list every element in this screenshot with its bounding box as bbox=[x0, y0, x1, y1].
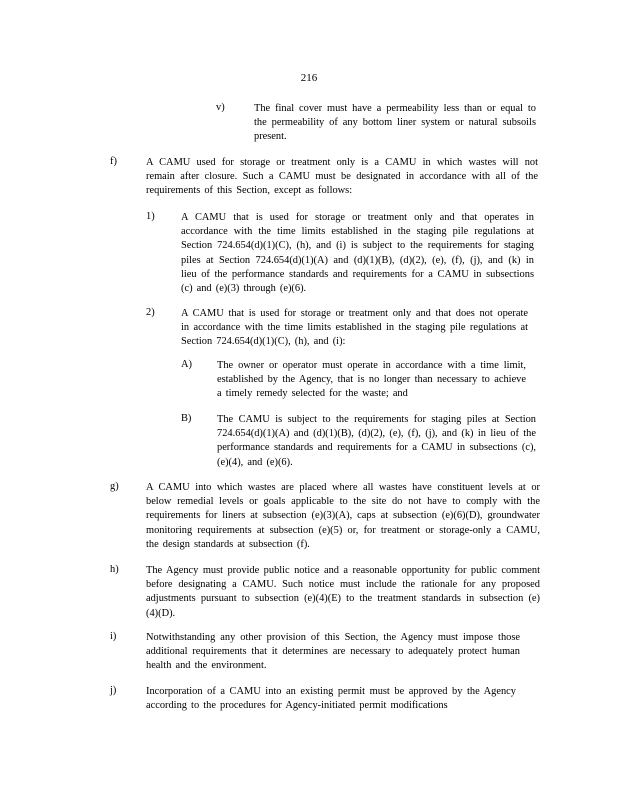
item-text: Incorporation of a CAMU into an existing permit must be approved by the Agency according to the procedures for Agency-initiated permit modifications bbox=[146, 686, 516, 712]
item-label: j) bbox=[110, 685, 117, 696]
item-label: A) bbox=[181, 359, 192, 370]
item-text: The CAMU is subject to the requirements for staging piles at Section 724.654(d)(1)(A) and (d)(1)(B), (d)(2), (e), (f), (j), and (k) in lieu of the performance standards and requirements for a CAMU in subsections (c), (e)(4), and (e)(6). bbox=[217, 414, 536, 468]
item-label: 1) bbox=[146, 211, 155, 222]
item-text: Notwithstanding any other provision of this Section, the Agency must impose those additional requirements that it determines are necessary to adequately protect human health and the environment. bbox=[146, 632, 520, 672]
item-text: The owner or operator must operate in accordance with a time limit, established by the Agency, that is no longer than necessary to achieve a timely remedy selected for the waste; and bbox=[217, 360, 526, 400]
item-label: v) bbox=[216, 102, 225, 113]
item-label: f) bbox=[110, 156, 117, 167]
item-text: A CAMU used for storage or treatment only is a CAMU in which wastes will not remain after closure. Such a CAMU must be designated in accordance with all of the requirements of this Section, except as follows: bbox=[146, 157, 538, 197]
item-label: B) bbox=[181, 413, 192, 424]
item-text: A CAMU into which wastes are placed where all wastes have constituent levels at or below remedial levels or goals applicable to the site do not have to comply with the requirements for liners at subsection (e)(3)(A), caps at subsection (e)(6)(D), groundwater monitoring requirements at subsection (e)(5) or, for treatment or storage-only a CAMU, the design standards at subsection (f). bbox=[146, 482, 540, 550]
item-text: A CAMU that is used for storage or treatment only and that does not operate in accordance with the time limits established in the staging pile regulations at Section 724.654(d)(1)(C), (h), and (i): bbox=[181, 308, 528, 348]
item-label: i) bbox=[110, 631, 117, 642]
item-text: The Agency must provide public notice and a reasonable opportunity for public comment before designating a CAMU. Such notice must include the rationale for any proposed adjustments pursuant to subsection (e)(4)(E) to the treatment standards in subsection (e)(4)(D). bbox=[146, 565, 540, 619]
item-text: A CAMU that is used for storage or treatment only and that operates in accordance with the time limits established in the staging pile regulations at Section 724.654(d)(1)(C), (h), and (i) is subject to the requirements for staging piles at Section 724.654(d)(1)(A) and (d)(1)(B), (d)(2), (e), (f), (j), and (k) in lieu of the performance standards and requirements for a CAMU in subsections (c) and (e)(3) through (e)(6). bbox=[181, 212, 534, 295]
item-label: 2) bbox=[146, 307, 155, 318]
page-number: 216 bbox=[300, 72, 318, 84]
item-label: g) bbox=[110, 481, 119, 492]
item-label: h) bbox=[110, 564, 119, 575]
item-text: The final cover must have a permeability less than or equal to the permeability of any bottom liner system or natural subsoils present. bbox=[254, 103, 536, 143]
